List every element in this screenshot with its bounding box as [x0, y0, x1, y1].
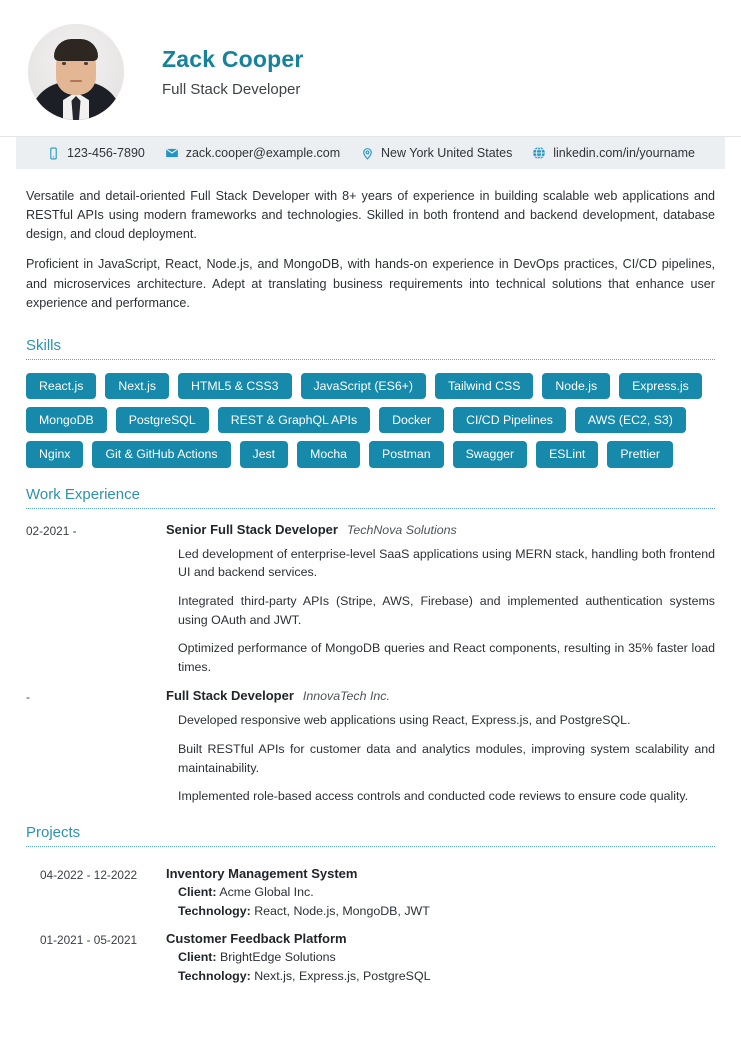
projects-section — [0, 824, 741, 991]
experience-bullet: Optimized performance of MongoDB queries and React components, resulting in 35% faster load times. — [178, 641, 715, 674]
project-client — [166, 883, 715, 902]
experience-entry — [26, 688, 715, 805]
contact-item-location — [360, 146, 512, 160]
work-experience-section — [0, 486, 741, 806]
project-name: Inventory Management System — [166, 865, 358, 881]
experience-company: InnovaTech Inc. — [302, 689, 390, 704]
project-dates: 01-2021 - 05-2021 — [40, 933, 138, 948]
envelope-icon — [165, 146, 179, 160]
experience-entry — [26, 522, 715, 677]
experience-bullet: Led development of enterprise-level SaaS applications using MERN stack, handling both frontend UI and backend services. — [178, 546, 715, 580]
skill-tag: PostgreSQL — [116, 407, 209, 433]
skill-tag: Swagger — [453, 441, 528, 467]
avatar — [28, 24, 124, 120]
experience-dates: 02-2021 - — [26, 523, 77, 538]
skill-tag: MongoDB — [26, 407, 107, 433]
section-heading-projects: Projects — [26, 823, 81, 841]
identity-block — [162, 46, 304, 98]
contact-value-location: New York United States — [381, 146, 513, 160]
experience-role: Full Stack Developer — [166, 688, 294, 704]
project-entry — [26, 860, 715, 925]
project-client-label: Client: — [178, 950, 217, 965]
experience-bullets — [166, 545, 715, 677]
resume-header — [0, 0, 741, 137]
summary-paragraph: Versatile and detail-oriented Full Stack Developer with 8+ years of experience in building scalable web applications and RESTful APIs using modern frameworks and technologies. Skilled in both frontend and backend development, database design, and cloud deployment. — [26, 189, 715, 242]
experience-bullets — [166, 711, 715, 805]
skill-tag: HTML5 & CSS3 — [178, 373, 291, 399]
skill-tag: JavaScript (ES6+) — [301, 373, 426, 399]
project-client — [166, 948, 715, 967]
phone-icon — [46, 146, 60, 160]
project-technology-label: Technology: — [178, 969, 251, 984]
skill-tag: Nginx — [26, 441, 83, 467]
contact-bar — [16, 137, 725, 169]
skill-tag: Postman — [369, 441, 444, 467]
skill-tag: Prettier — [607, 441, 673, 467]
skill-tag: CI/CD Pipelines — [453, 407, 566, 433]
contact-value-linkedin: linkedin.com/in/yourname — [553, 146, 695, 160]
project-client-label: Client: — [178, 884, 217, 899]
summary-section — [0, 169, 741, 319]
section-divider — [26, 846, 715, 847]
project-technology-label: Technology: — [178, 904, 251, 919]
skills-list — [26, 373, 715, 468]
contact-item-linkedin[interactable] — [532, 146, 695, 160]
contact-value-phone: 123-456-7890 — [67, 146, 145, 160]
section-divider — [26, 508, 715, 509]
section-heading-work-experience: Work Experience — [26, 485, 140, 503]
experience-bullet: Built RESTful APIs for customer data and analytics modules, improving system scalability and maintainability. — [178, 742, 715, 775]
skill-tag: AWS (EC2, S3) — [575, 407, 686, 433]
project-technology — [166, 967, 715, 986]
experience-bullet: Implemented role-based access controls and conducted code reviews to ensure code quality. — [178, 789, 689, 804]
page-title: Zack Cooper — [162, 46, 304, 72]
project-technology — [166, 902, 715, 921]
skill-tag: Mocha — [297, 441, 360, 467]
section-heading-skills: Skills — [26, 336, 62, 354]
skill-tag: REST & GraphQL APIs — [218, 407, 370, 433]
skill-tag: Git & GitHub Actions — [92, 441, 230, 467]
project-technology-value: React, Node.js, MongoDB, JWT — [254, 904, 430, 919]
job-title: Full Stack Developer — [162, 81, 301, 98]
skill-tag: React.js — [26, 373, 96, 399]
skill-tag: Next.js — [105, 373, 169, 399]
skill-tag: Express.js — [619, 373, 702, 399]
project-client-value: Acme Global Inc. — [219, 884, 314, 899]
project-client-value: BrightEdge Solutions — [220, 950, 336, 965]
skill-tag: Tailwind CSS — [435, 373, 533, 399]
skills-section — [0, 337, 741, 468]
skill-tag: Docker — [379, 407, 444, 433]
experience-role: Senior Full Stack Developer — [166, 521, 338, 537]
experience-bullet: Integrated third-party APIs (Stripe, AWS, Firebase) and implemented authentication systems using OAuth and JWT. — [178, 593, 715, 627]
section-divider — [26, 359, 715, 360]
location-pin-icon — [360, 146, 374, 160]
skill-tag: Node.js — [542, 373, 610, 399]
contact-item-phone[interactable] — [46, 146, 145, 160]
skill-tag: Jest — [240, 441, 289, 467]
contact-value-email: zack.cooper@example.com — [185, 146, 341, 160]
project-technology-value: Next.js, Express.js, PostgreSQL — [254, 969, 431, 984]
project-name: Customer Feedback Platform — [166, 931, 347, 947]
skill-tag: ESLint — [536, 441, 598, 467]
project-dates: 04-2022 - 12-2022 — [40, 867, 138, 882]
contact-item-email[interactable] — [165, 146, 340, 160]
summary-paragraph: Proficient in JavaScript, React, Node.js, and MongoDB, with hands-on experience in DevOps practices, CI/CD pipelines, and microservices architecture. Adept at translating business requirements into technical solutions that enhance user experience and performance. — [26, 257, 715, 310]
experience-bullet: Developed responsive web applications using React, Express.js, and PostgreSQL. — [178, 713, 631, 728]
globe-icon — [532, 146, 546, 160]
experience-dates: - — [26, 690, 30, 705]
project-entry — [26, 925, 715, 990]
experience-company: TechNova Solutions — [346, 522, 457, 537]
